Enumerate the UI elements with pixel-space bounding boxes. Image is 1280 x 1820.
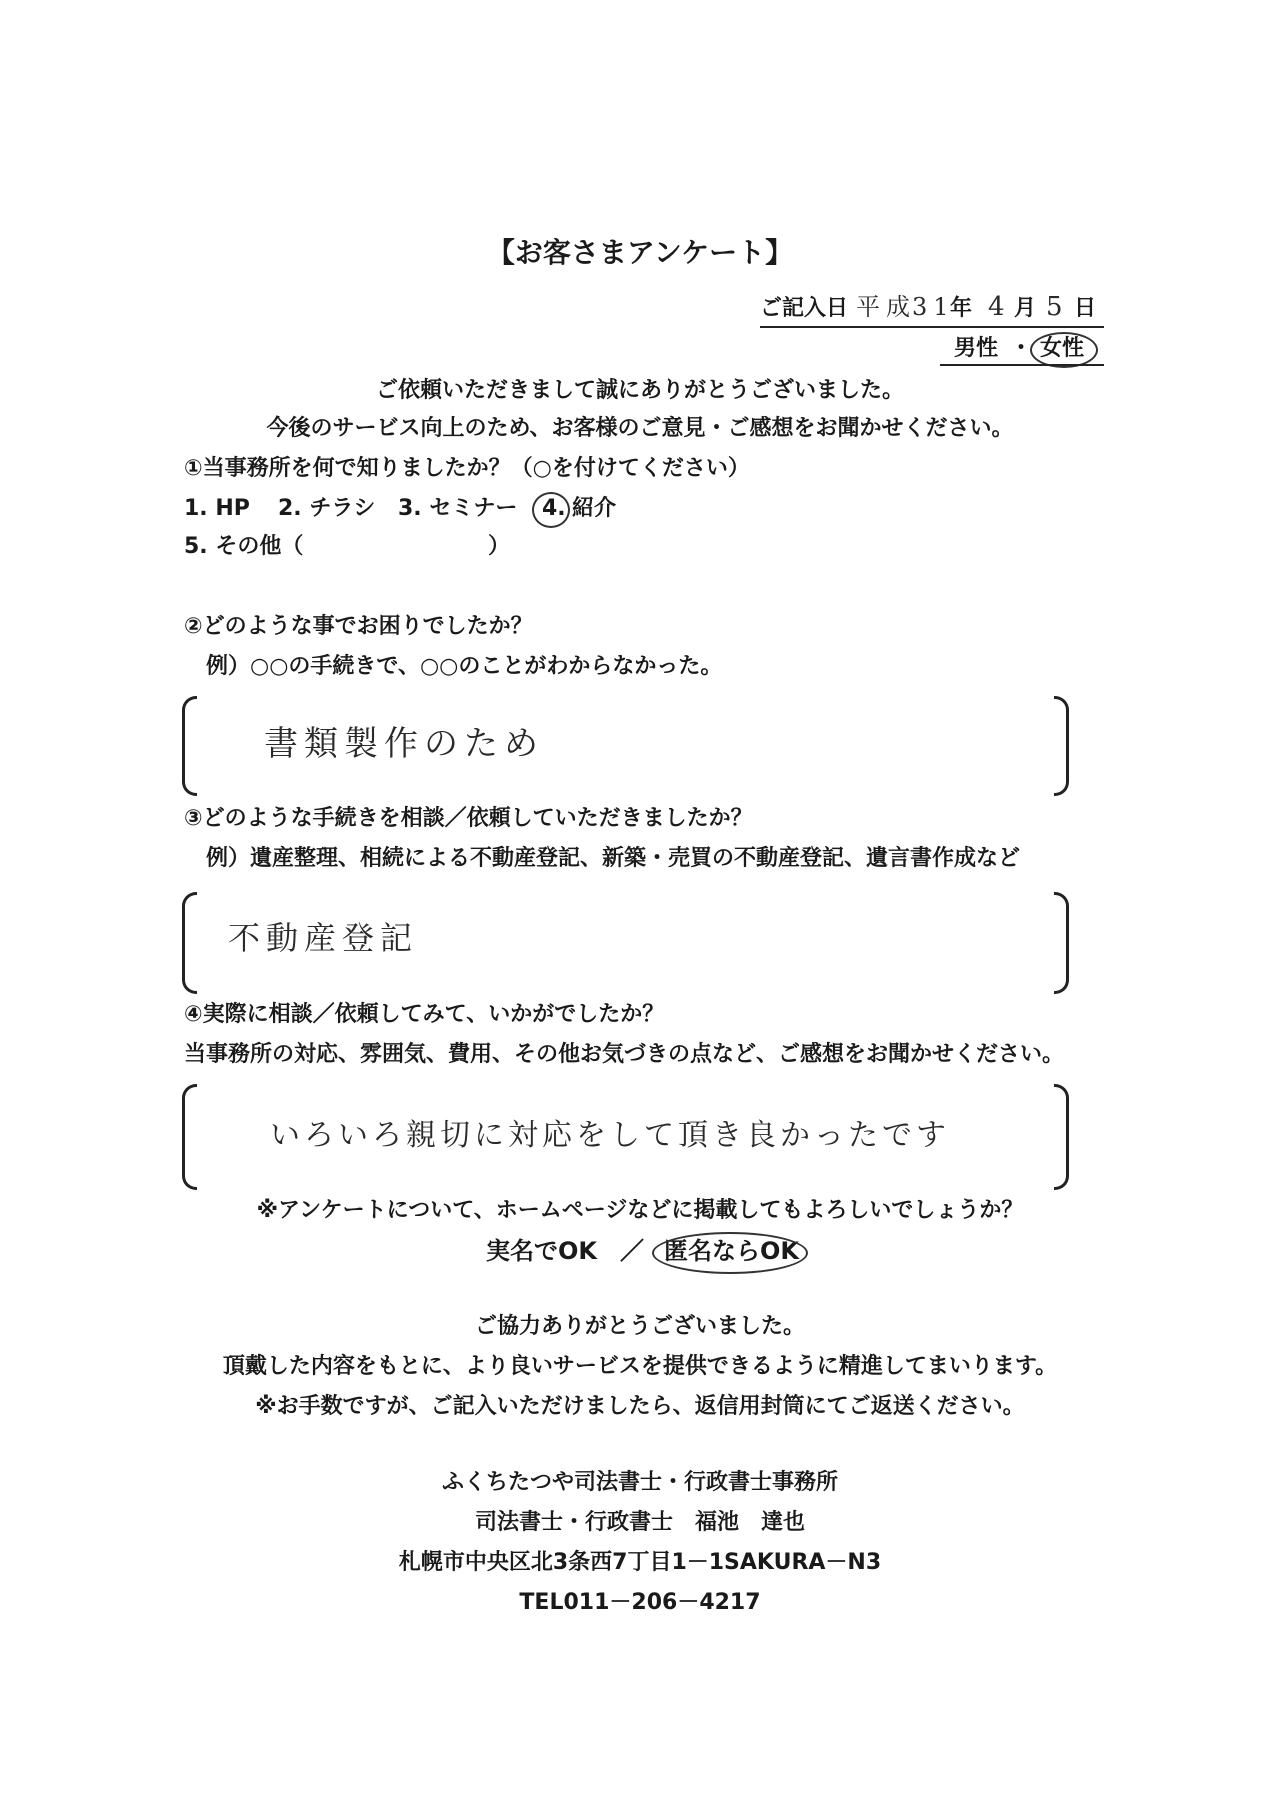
publish-option-anonymous: 匿名ならOK	[664, 1237, 799, 1265]
month-label: 月	[1014, 296, 1037, 321]
intro-line-2: 今後のサービス向上のため、お客様のご意見・ご感想をお聞かせください。	[266, 416, 1014, 441]
q4-prompt: 当事務所の対応、雰囲気、費用、その他お気づきの点など、ご感想をお聞かせください。	[184, 1042, 1065, 1067]
office-representative: 司法書士・行政書士 福池 達也	[474, 1510, 805, 1535]
q2-question: ②どのような事でお困りでしたか？	[184, 614, 533, 639]
q3-bracket-right	[1054, 892, 1069, 994]
q1-selection-circle	[532, 492, 570, 528]
q3-bracket-left	[182, 892, 197, 994]
q1-option-hp: 1. HP	[184, 496, 250, 521]
publish-question: ※アンケートについて、ホームページなどに掲載してもよろしいでしょうか？	[256, 1198, 1024, 1223]
q2-answer: 書類製作のため	[264, 724, 544, 764]
date-day: 5	[1046, 292, 1069, 322]
publish-separator: ／	[620, 1237, 644, 1265]
gender-male: 男性	[954, 336, 999, 361]
closing-line-2: 頂戴した内容をもとに、より良いサービスを提供できるように精進してまいります。	[222, 1354, 1058, 1379]
day-label: 日	[1074, 296, 1097, 321]
q1-option-4-number: 4.	[542, 496, 566, 521]
form-title: 【お客さまアンケート】	[486, 236, 794, 269]
q1-option-flyer: 2. チラシ	[278, 496, 376, 521]
date-label: ご記入日	[760, 296, 849, 321]
date-era: 平成	[856, 293, 916, 321]
publish-option-real-name: 実名でOK	[486, 1237, 597, 1265]
intro-line-1: ご依頼いただきまして誠にありがとうございました。	[375, 378, 904, 403]
q3-question: ③どのような手続きを相談／依頼していただきましたか？	[184, 806, 753, 831]
q1-option-seminar: 3. セミナー	[398, 496, 518, 521]
office-name: ふくちたつや司法書士・行政書士事務所	[441, 1470, 838, 1495]
gender-underline	[940, 364, 1104, 366]
closing-line-3: ※お手数ですが、ご記入いただけましたら、返信用封筒にてご返送ください。	[255, 1394, 1025, 1419]
q2-example: 例）○○の手続きで、○○のことがわからなかった。	[206, 654, 723, 679]
office-tel: TEL011－206－4217	[519, 1590, 761, 1615]
year-label: 年	[950, 296, 973, 321]
q4-bracket-right	[1054, 1084, 1069, 1190]
closing-line-1: ご協力ありがとうございました。	[474, 1314, 805, 1339]
gender-separator: ・	[1010, 336, 1033, 361]
publish-selection-circle	[652, 1232, 808, 1274]
date-line	[760, 292, 1100, 326]
q2-bracket-right	[1054, 696, 1069, 796]
q2-bracket-left	[182, 696, 197, 796]
q1-other-close: ）	[488, 534, 511, 559]
q3-answer: 不動産登記	[228, 919, 419, 957]
q4-answer: いろいろ親切に対応をして頂き良かったです	[270, 1118, 950, 1153]
q4-question: ④実際に相談／依頼してみて、いかがでしたか？	[184, 1002, 665, 1027]
q3-example: 例）遺産整理、相続による不動産登記、新築・売買の不動産登記、遺言書作成など	[206, 846, 1021, 871]
date-year: 31	[912, 293, 955, 321]
gender-female: 女性	[1040, 336, 1085, 361]
q1-option-other: 5. その他（	[184, 534, 304, 559]
date-month: 4	[988, 292, 1011, 322]
office-address: 札幌市中央区北3条西7丁目1－1SAKURA－N3	[398, 1550, 882, 1575]
q1-option-referral: 紹介	[572, 496, 617, 521]
date-underline	[760, 326, 1104, 328]
gender-selection-circle	[1030, 332, 1098, 368]
q1-question: ①当事務所を何で知りましたか？（○を付けてください）	[184, 456, 750, 481]
q4-bracket-left	[182, 1084, 197, 1190]
